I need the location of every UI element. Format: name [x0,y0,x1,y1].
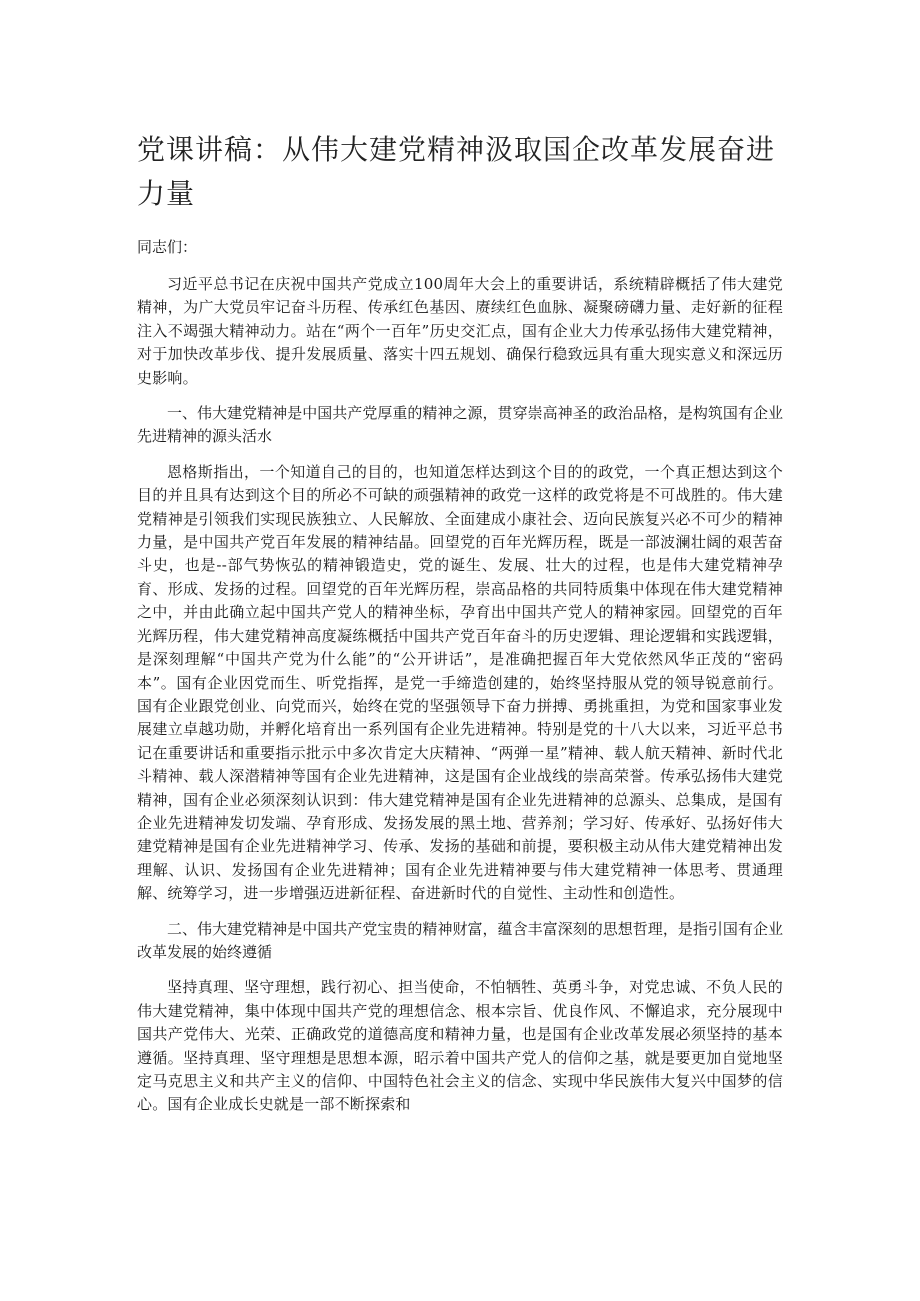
section-heading-2: 二、伟大建党精神是中国共产党宝贵的精神财富，蕴含丰富深刻的思想哲理，是指引国有企业改革发展的始终遵循 [137,919,783,961]
salutation: 同志们： [137,238,198,256]
paragraph-intro: 习近平总书记在庆祝中国共产党成立100周年大会上的重要讲话，系统精辟概括了伟大建党精神，为广大党员牢记奋斗历程、传承红色基因、赓续红色血脉、凝聚磅礴力量、走好新的征程注入不竭强大精神动力。站在“两个一百年”历史交汇点，国有企业大力传承弘扬伟大建党精神，对于加快改革步伐、提升发展质量、落实十四五规划、确保行稳致远具有重大现实意义和深远历史影响。 [137,275,783,387]
document-page [137,128,783,1129]
paragraph-section-1: 恩格斯指出，一个知道自己的目的，也知道怎样达到这个目的的政党，一个真正想达到这个目的并且具有达到这个目的所必不可缺的顽强精神的政党一这样的政党将是不可战胜的。伟大建党精神是引领我们实现民族独立、人民解放、全面建成小康社会、迈向民族复兴必不可少的精神力量，是中国共产党百年发展的精神结晶。回望党的百年光辉历程，既是一部波澜壮阔的艰苦奋斗史，也是--部气势恢弘的精神锻造史，党的诞生、发展、壮大的过程，也是伟大建党精神孕育、形成、发扬的过程。回望党的百年光辉历程，崇高品格的共同特质集中体现在伟大建党精神之中，并由此确立起中国共产党人的精神坐标，孕育出中国共产党人的精神家园。回望党的百年光辉历程，伟大建党精神高度凝练概括中国共产党百年奋斗的历史逻辑、理论逻辑和实践逻辑，是深刻理解“中国共产党为什么能”的“公开讲话”，是准确把握百年大党依然风华正茂的“密码本”。国有企业因党而生、听党指挥，是党一手缔造创建的，始终坚持服从党的领导锐意前行。国有企业跟党创业、向党而兴，始终在党的坚强领导下奋力拼搏、勇挑重担，为党和国家事业发展建立卓越功勋，并孵化培育出一系列国有企业先进精神。特别是党的十八大以来，习近平总书记在重要讲话和重要指示批示中多次肯定大庆精神、“两弹一星”精神、载人航天精神、新时代北斗精神、载人深潜精神等国有企业先进精神，这是国有企业战线的崇高荣誉。传承弘扬伟大建党精神，国有企业必须深刻认识到：伟大建党精神是国有企业先进精神的总源头、总集成，是国有企业先进精神发切发端、孕育形成、发扬发展的黑土地、营养剂；学习好、传承好、弘扬好伟大建党精神是国有企业先进精神学习、传承、发扬的基础和前提，要积极主动从伟大建党精神出发理解、认识、发扬国有企业先进精神；国有企业先进精神要与伟大建党精神一体思考、贯通理解、统筹学习，进一步增强迈进新征程、奋进新时代的自觉性、主动性和创造性。 [137,462,783,903]
paragraph-section-2: 坚持真理、坚守理想，践行初心、担当使命，不怕牺牲、英勇斗争，对党忠诚、不负人民的伟大建党精神，集中体现中国共产党的理想信念、根本宗旨、优良作风、不懈追求，充分展现中国共产党伟大、光荣、正确政党的道德高度和精神力量，也是国有企业改革发展必须坚持的基本遵循。坚持真理、坚守理想是思想本源，昭示着中国共产党人的信仰之基，就是要更加自觉地坚定马克思主义和共产主义的信仰、中国特色社会主义的信念、实现中华民族伟大复兴中国梦的信心。国有企业成长史就是一部不断探索和 [137,978,783,1114]
section-heading-1: 一、伟大建党精神是中国共产党厚重的精神之源，贯穿崇高神圣的政治品格，是构筑国有企业先进精神的源头活水 [137,404,783,446]
document-title: 党课讲稿：从伟大建党精神汲取国企改革发展奋进力量 [137,133,776,210]
